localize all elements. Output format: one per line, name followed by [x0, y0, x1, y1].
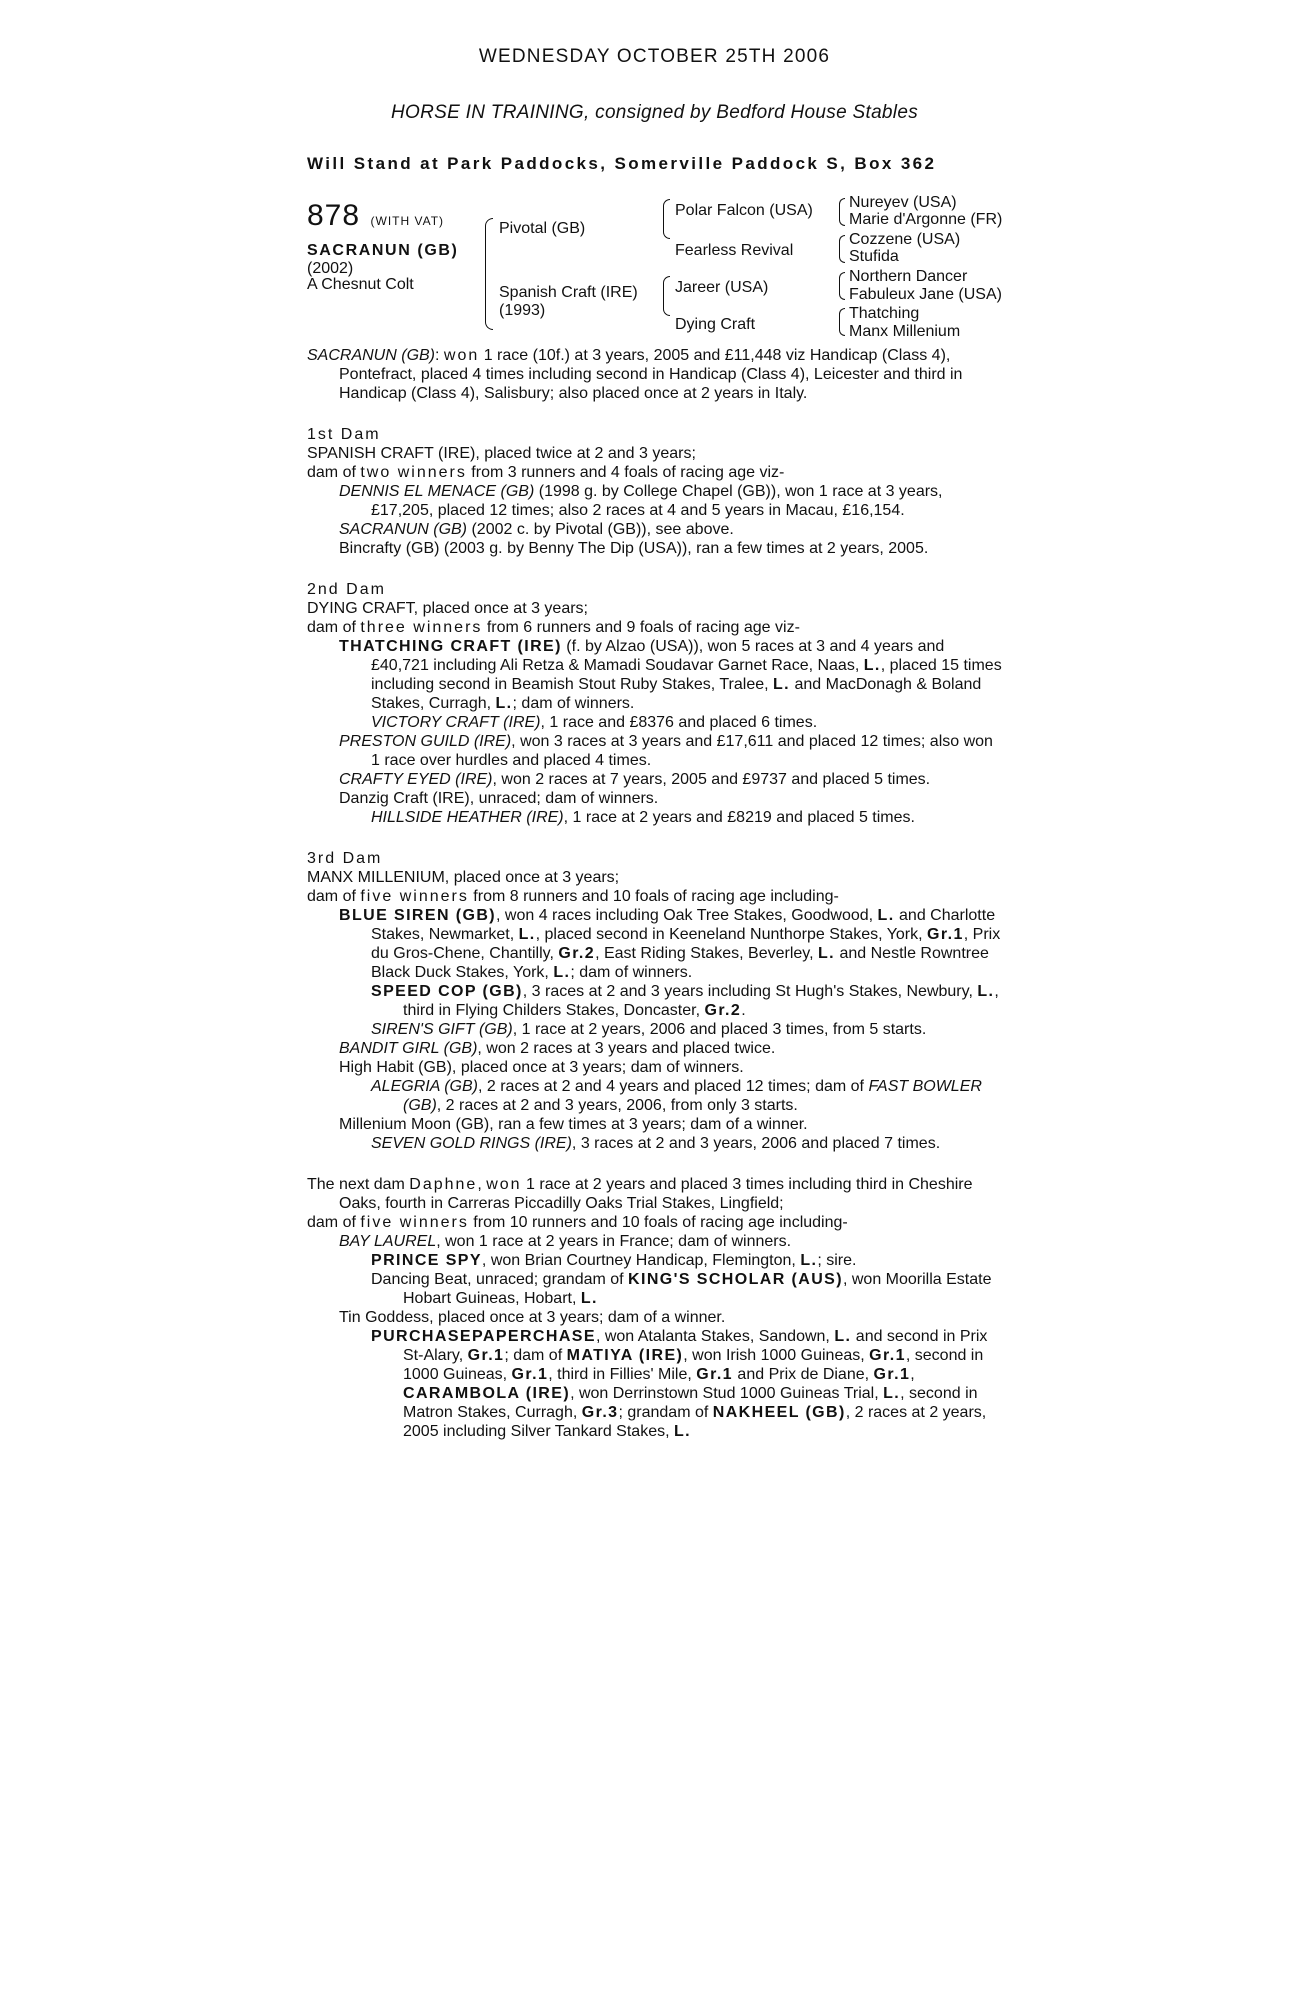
next-dam-line: The next dam Daphne, won 1 race at 2 years and placed 3 times including third in Cheshire Oaks, fourth in Carreras Piccadilly Oaks Trial Stakes, Lingfield; — [307, 1176, 973, 1212]
list-item: VICTORY CRAFT (IRE), 1 race and £8376 and placed 6 times. — [371, 714, 818, 731]
sale-date: WEDNESDAY OCTOBER 25TH 2006 — [478, 46, 831, 67]
list-item: SACRANUN (GB) (2002 c. by Pivotal (GB)), see above. — [339, 521, 734, 538]
gg-dds: Thatching — [849, 305, 920, 322]
third-dam-line: MANX MILLENIUM, placed once at 3 years; — [307, 869, 620, 886]
horse-description: A Chesnut Colt — [307, 276, 414, 293]
third-dam-produce: dam of five winners from 8 runners and 10 foals of racing age including- — [307, 888, 839, 905]
dam-sire: Jareer (USA) — [675, 279, 769, 296]
list-item: Millenium Moon (GB), ran a few times at 3 years; dam of a winner. — [339, 1116, 808, 1133]
second-dam-section — [307, 580, 1002, 827]
sire: Pivotal (GB) — [499, 220, 586, 237]
gg-dss: Northern Dancer — [849, 268, 968, 285]
first-dam-section — [307, 425, 1002, 558]
brace-g4 — [839, 308, 845, 336]
list-item: THATCHING CRAFT (IRE) (f. by Alzao (USA)), won 5 races at 3 and 4 years and £40,721 including Ali Retza & Mamadi Soudavar Garnet Race, Naas, L., placed 15 times including second in Beamish Stout Ruby Stakes, Tralee, L. and MacDonagh & Boland Stakes, Curragh, L.; dam of winners. — [339, 638, 1002, 712]
horse-year: (2002) — [307, 260, 354, 277]
gg-dsd: Fabuleux Jane (USA) — [849, 286, 1002, 303]
list-item: BLUE SIREN (GB), won 4 races including Oak Tree Stakes, Goodwood, L. and Charlotte Stakes, Newmarket, L., placed second in Keeneland Nunthorpe Stakes, York, Gr.1, Prix du Gros-Chene, Chantilly, Gr.2, East Riding Stakes, Beverley, L. and Nestle Rowntree Black Duck Stakes, York, L.; dam of winners. — [339, 907, 1001, 981]
second-dam-produce: dam of three winners from 6 runners and 9 foals of racing age viz- — [307, 619, 800, 636]
sire-dam-brace — [485, 218, 493, 330]
next-dam-produce: dam of five winners from 10 runners and 10 foals of racing age including- — [307, 1214, 848, 1231]
list-item: PRINCE SPY, won Brian Courtney Handicap, Flemington, L.; sire. — [371, 1252, 857, 1269]
pedigree-table — [307, 196, 1002, 346]
list-item: Danzig Craft (IRE), unraced; dam of winners. — [339, 790, 659, 807]
race-record: SACRANUN (GB): won 1 race (10f.) at 3 years, 2005 and £11,448 viz Handicap (Class 4), Pontefract, placed 4 times including second in Handicap (Class 4), Leicester and third in Handicap (Class 4), Salisbury; also placed once at 2 years in Italy. — [307, 347, 963, 402]
first-dam-produce: dam of two winners from 3 runners and 4 foals of racing age viz- — [307, 464, 785, 481]
catalogue-page — [307, 46, 1002, 1441]
list-item: CRAFTY EYED (IRE), won 2 races at 7 years, 2005 and £9737 and placed 5 times. — [339, 771, 931, 788]
list-item: BANDIT GIRL (GB), won 2 races at 3 years and placed twice. — [339, 1040, 776, 1057]
stand-location: Will Stand at Park Paddocks, Somerville Paddock S, Box 362 — [307, 154, 937, 173]
dam-parents-brace — [663, 276, 670, 316]
dam-year: (1993) — [499, 302, 546, 319]
brace-g1 — [839, 198, 845, 226]
gg-ssd: Marie d'Argonne (FR) — [849, 211, 1003, 228]
brace-g3 — [839, 272, 845, 300]
sire-sire: Polar Falcon (USA) — [675, 202, 813, 219]
sire-dam: Fearless Revival — [675, 242, 794, 259]
list-item: High Habit (GB), placed once at 3 years; dam of winners. — [339, 1059, 744, 1076]
list-item: SEVEN GOLD RINGS (IRE), 3 races at 2 and 3 years, 2006 and placed 7 times. — [371, 1135, 941, 1152]
sire-parents-brace — [663, 199, 670, 239]
list-item: HILLSIDE HEATHER (IRE), 1 race at 2 years and £8219 and placed 5 times. — [371, 809, 915, 826]
list-item: Dancing Beat, unraced; grandam of KING'S SCHOLAR (AUS), won Moorilla Estate Hobart Guineas, Hobart, L. — [371, 1271, 992, 1307]
gg-ddd: Manx Millenium — [849, 323, 961, 340]
next-dam-section — [307, 1175, 1002, 1441]
list-item: DENNIS EL MENACE (GB) (1998 g. by College Chapel (GB)), won 1 race at 3 years, £17,205, placed 12 times; also 2 races at 4 and 5 years in Macau, £16,154. — [339, 483, 943, 519]
brace-g2 — [839, 235, 845, 263]
third-dam-heading: 3rd Dam — [307, 850, 383, 867]
list-item: PRESTON GUILD (IRE), won 3 races at 3 years and £17,611 and placed 12 times; also won 1 race over hurdles and placed 4 times. — [339, 733, 993, 769]
gg-sdd: Stufida — [849, 248, 899, 265]
list-item: SIREN'S GIFT (GB), 1 race at 2 years, 2006 and placed 3 times, from 5 starts. — [371, 1021, 927, 1038]
list-item: BAY LAUREL, won 1 race at 2 years in France; dam of winners. — [339, 1233, 792, 1250]
list-item: PURCHASEPAPERCHASE, won Atalanta Stakes, Sandown, L. and second in Prix St-Alary, Gr.1; dam of MATIYA (IRE), won Irish 1000 Guineas, Gr.1, second in 1000 Guineas, Gr.1, third in Fillies' Mile, Gr.1 and Prix de Diane, Gr.1, CARAMBOLA (IRE), won Derrinstown Stud 1000 Guineas Trial, L., second in Matron Stakes, Curragh, Gr.3; grandam of NAKHEEL (GB), 2 races at 2 years, 2005 including Silver Tankard Stakes, L. — [371, 1328, 988, 1440]
list-item: Bincrafty (GB) (2003 g. by Benny The Dip (USA)), ran a few times at 2 years, 2005. — [339, 540, 929, 557]
lot-number-line — [307, 200, 444, 232]
gg-sss: Nureyev (USA) — [849, 194, 957, 211]
list-item: ALEGRIA (GB), 2 races at 2 and 4 years and placed 12 times; dam of FAST BOWLER (GB), 2 races at 2 and 3 years, 2006, from only 3 starts. — [371, 1078, 982, 1114]
third-dam-section — [307, 849, 1002, 1153]
list-item: Tin Goddess, placed once at 3 years; dam of a winner. — [339, 1309, 726, 1326]
vat-label: (WITH VAT) — [370, 214, 445, 228]
list-item: SPEED COP (GB), 3 races at 2 and 3 years including St Hugh's Stakes, Newbury, L., third in Flying Childers Stakes, Doncaster, Gr.2. — [371, 983, 999, 1019]
second-dam-line: DYING CRAFT, placed once at 3 years; — [307, 600, 588, 617]
first-dam-heading: 1st Dam — [307, 426, 381, 443]
horse-name: SACRANUN (GB) — [307, 242, 459, 259]
dam: Spanish Craft (IRE) — [499, 284, 638, 301]
dam-dam: Dying Craft — [675, 316, 756, 333]
consignor-line: HORSE IN TRAINING, consigned by Bedford House Stables — [390, 102, 918, 123]
gg-sds: Cozzene (USA) — [849, 231, 961, 248]
first-dam-line: SPANISH CRAFT (IRE), placed twice at 2 and 3 years; — [307, 445, 696, 462]
second-dam-heading: 2nd Dam — [307, 581, 386, 598]
lot-number: 878 — [307, 199, 361, 232]
